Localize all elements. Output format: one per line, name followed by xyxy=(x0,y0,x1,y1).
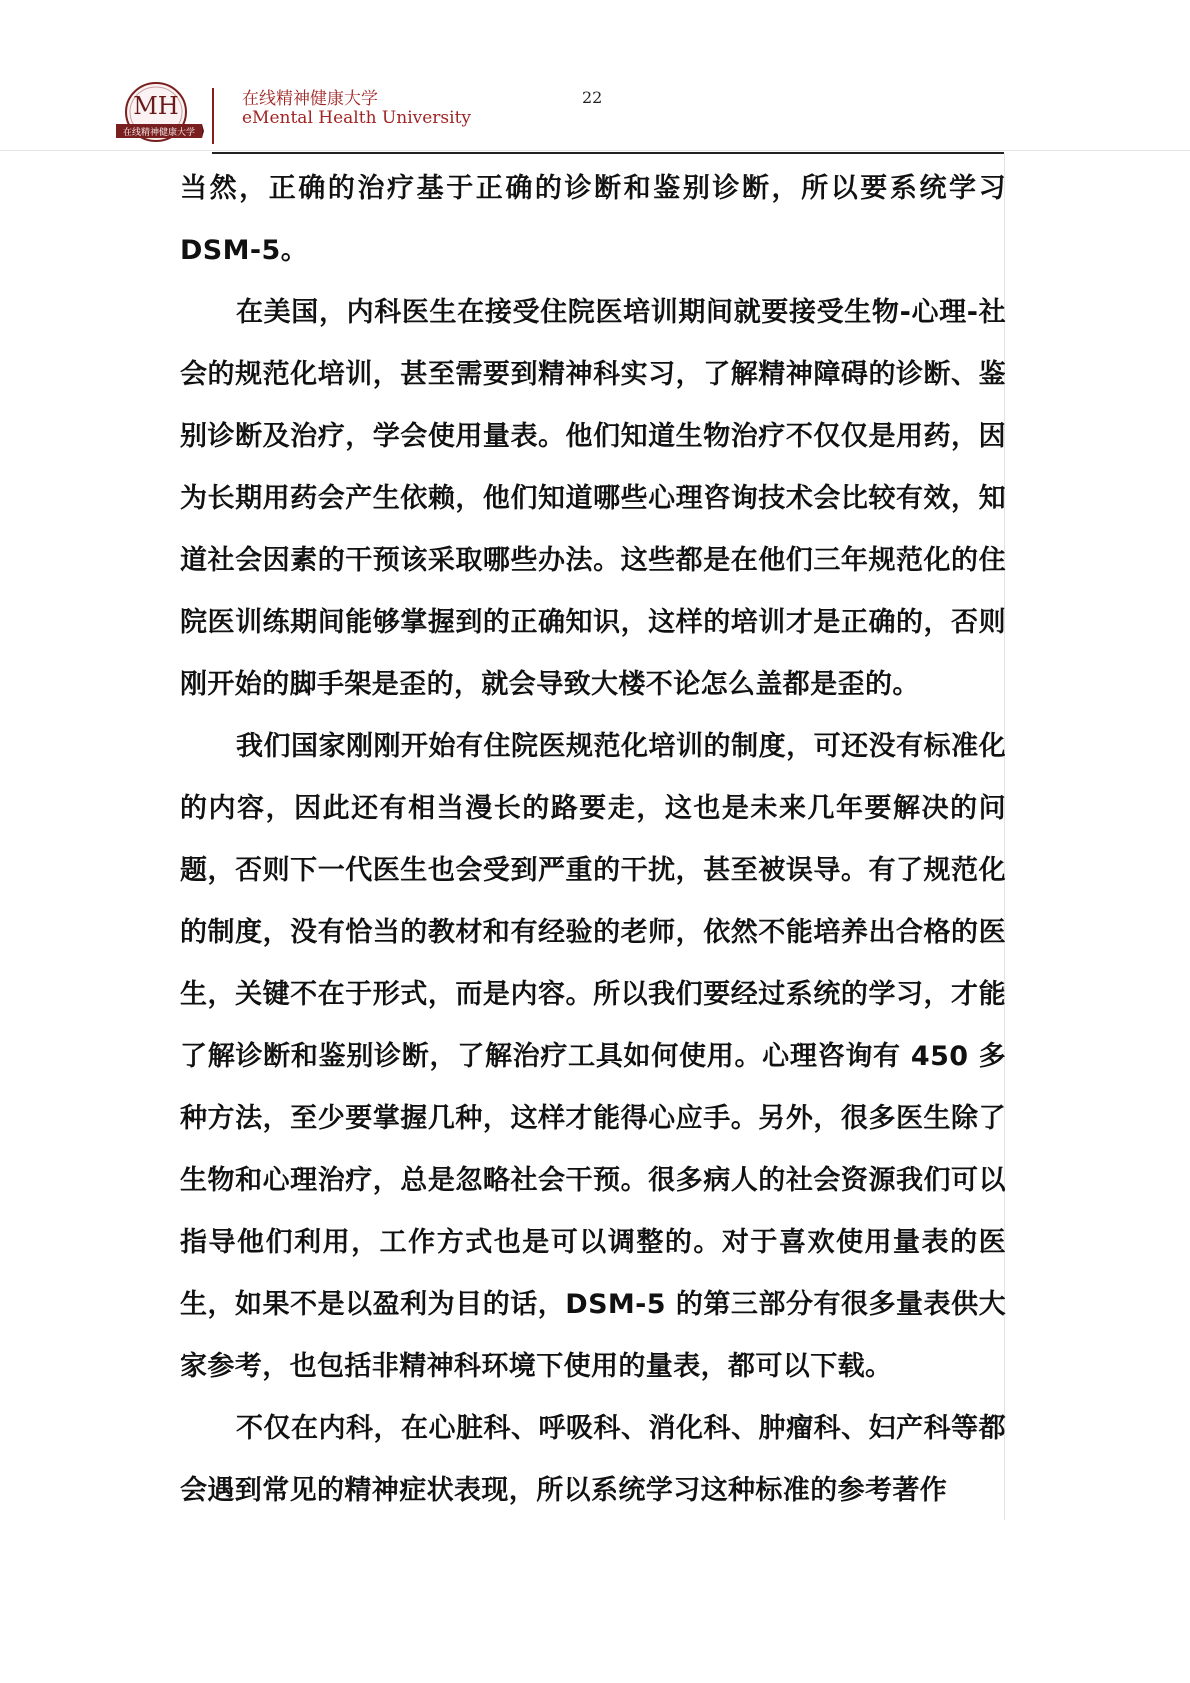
page-number: 22 xyxy=(582,88,603,107)
university-logo xyxy=(116,80,208,152)
brand-name-chinese: 在线精神健康大学 xyxy=(242,89,378,109)
paragraph-2: 在美国，内科医生在接受住院医培训期间就要接受生物-心理-社会的规范化培训，甚至需要到精神科实习，了解精神障碍的诊断、鉴别诊断及治疗，学会使用量表。他们知道生物治疗不仅仅是用药，因为长期用药会产生依赖，他们知道哪些心理咨询技术会比较有效，知道社会因素的干预该采取哪些办法。这些都是在他们三年规范化的住院医训练期间能够掌握到的正确知识，这样的培训才是正确的，否则刚开始的脚手架是歪的，就会导致大楼不论怎么盖都是歪的。 xyxy=(180,297,1006,700)
body-text xyxy=(180,158,1006,1522)
logo-monogram: MH xyxy=(133,92,179,120)
paragraph-1: 当然，正确的治疗基于正确的诊断和鉴别诊断，所以要系统学习DSM-5。 xyxy=(180,173,1006,266)
logo-banner-text: 在线精神健康大学 xyxy=(122,128,196,138)
header-shadow-line xyxy=(0,150,1190,151)
logo-emblem-icon xyxy=(116,80,208,152)
brand-divider xyxy=(212,88,214,144)
paragraph-4: 不仅在内科，在心脏科、呼吸科、消化科、肿瘤科、妇产科等都会遇到常见的精神症状表现，所以系统学习这种标准的参考著作 xyxy=(180,1413,1006,1506)
header-rule xyxy=(212,152,1004,154)
paragraph-3: 我们国家刚刚开始有住院医规范化培训的制度，可还没有标准化的内容，因此还有相当漫长的路要走，这也是未来几年要解决的问题，否则下一代医生也会受到严重的干扰，甚至被误导。有了规范化的制度，没有恰当的教材和有经验的老师，依然不能培养出合格的医生，关键不在于形式，而是内容。所以我们要经过系统的学习，才能了解诊断和鉴别诊断，了解治疗工具如何使用。心理咨询有 450 多种方法，至少要掌握几种，这样才能得心应手。另外，很多医生除了生物和心理治疗，总是忽略社会干预。很多病人的社会资源我们可以指导他们利用，工作方式也是可以调整的。对于喜欢使用量表的医生，如果不是以盈利为目的话，DSM-5 的第三部分有很多量表供大家参考，也包括非精神科环境下使用的量表，都可以下载。 xyxy=(180,731,1006,1382)
brand-name-english: eMental Health University xyxy=(242,108,472,128)
page-header xyxy=(0,0,1190,160)
